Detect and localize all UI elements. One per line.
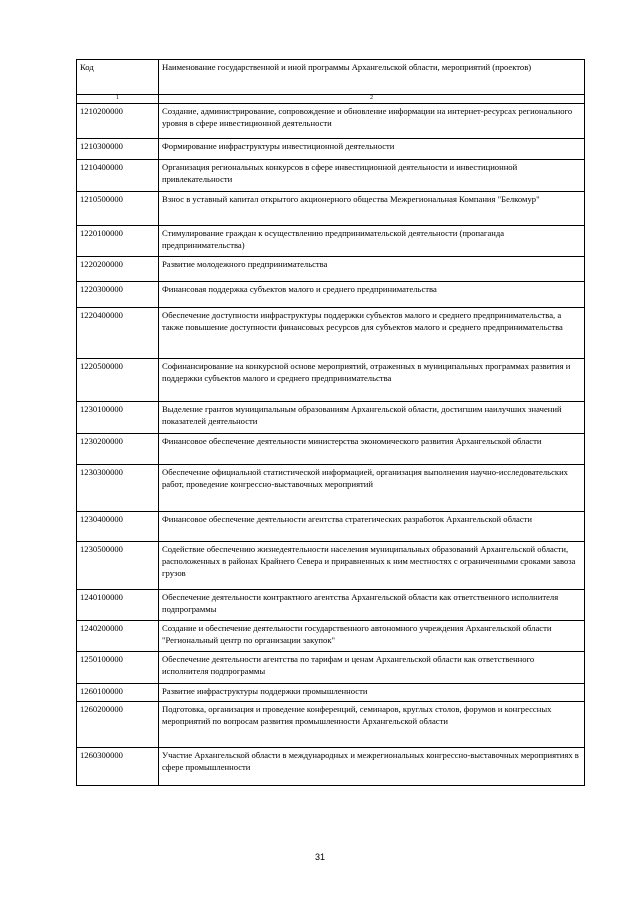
header-row <box>77 60 585 95</box>
row-name: Взнос в уставный капитал открытого акционерного общества Межрегиональная Компания "Белкомур" <box>159 192 585 226</box>
row-name: Развитие инфраструктуры поддержки промышленности <box>159 684 585 702</box>
column-number-row <box>77 95 585 104</box>
row-name: Развитие молодежного предпринимательства <box>159 257 585 282</box>
row-code: 1230100000 <box>77 402 159 434</box>
row-name: Стимулирование граждан к осуществлению предпринимательской деятельности (пропаганда предпринимательства) <box>159 226 585 257</box>
row-code: 1240200000 <box>77 621 159 652</box>
row-name: Содействие обеспечению жизнедеятельности населения муниципальных образований Архангельской области, расположенных в районах Крайнего Севера и приравненных к ним местностях с ограниченными сроками завоза грузов <box>159 542 585 590</box>
page-number: 31 <box>314 852 325 862</box>
row-code: 1220100000 <box>77 226 159 257</box>
header-name: Наименование государственной и иной программы Архангельской области, мероприятий (проектов) <box>159 60 585 95</box>
row-code: 1210200000 <box>77 104 159 139</box>
row-name: Участие Архангельской области в международных и межрегиональных конгрессно-выставочных мероприятиях в сфере промышленности <box>159 748 585 786</box>
column-number-1: 1 <box>77 95 159 104</box>
row-name: Создание, администрирование, сопровождение и обновление информации на интернет-ресурсах регионального уровня в сфере инвестиционной деятельности <box>159 104 585 139</box>
row-name: Выделение грантов муниципальным образованиям Архангельской области, достигшим наилучших значений показателей деятельности <box>159 402 585 434</box>
row-name: Создание и обеспечение деятельности государственного автономного учреждения Архангельской области "Региональный центр по организации закупок" <box>159 621 585 652</box>
row-code: 1240100000 <box>77 590 159 621</box>
row-code: 1220300000 <box>77 282 159 308</box>
table-row <box>77 402 585 434</box>
row-code: 1220400000 <box>77 308 159 359</box>
table-row <box>77 621 585 652</box>
table-row <box>77 359 585 402</box>
row-name: Софинансирование на конкурсной основе мероприятий, отраженных в муниципальных программах развития и поддержки субъектов малого и среднего предпринимательства <box>159 359 585 402</box>
program-table <box>76 59 585 786</box>
table-row <box>77 434 585 465</box>
row-code: 1230400000 <box>77 512 159 542</box>
row-name: Финансовое обеспечение деятельности министерства экономического развития Архангельской области <box>159 434 585 465</box>
table-row <box>77 652 585 684</box>
row-code: 1260200000 <box>77 702 159 748</box>
table-row <box>77 192 585 226</box>
row-code: 1220500000 <box>77 359 159 402</box>
row-code: 1230300000 <box>77 465 159 512</box>
table-row <box>77 308 585 359</box>
table-row <box>77 282 585 308</box>
table-row <box>77 226 585 257</box>
table-row <box>77 104 585 139</box>
row-code: 1210500000 <box>77 192 159 226</box>
table-row <box>77 257 585 282</box>
table-row <box>77 590 585 621</box>
table-row <box>77 465 585 512</box>
table-row <box>77 702 585 748</box>
row-code: 1230500000 <box>77 542 159 590</box>
row-name: Формирование инфраструктуры инвестиционной деятельности <box>159 139 585 160</box>
row-name: Обеспечение официальной статистической информацией, организация выполнения научно-исследовательских работ, проведение конгрессно-выставочных мероприятий <box>159 465 585 512</box>
table-row <box>77 684 585 702</box>
row-code: 1210300000 <box>77 139 159 160</box>
row-name: Организация региональных конкурсов в сфере инвестиционной деятельности и инвестиционной привлекательности <box>159 160 585 192</box>
row-code: 1230200000 <box>77 434 159 465</box>
table-row <box>77 512 585 542</box>
row-code: 1220200000 <box>77 257 159 282</box>
row-name: Финансовое обеспечение деятельности агентства стратегических разработок Архангельской области <box>159 512 585 542</box>
table-row <box>77 748 585 786</box>
header-code: Код <box>77 60 159 95</box>
row-code: 1210400000 <box>77 160 159 192</box>
table-row <box>77 542 585 590</box>
table-row <box>77 139 585 160</box>
row-name: Обеспечение доступности инфраструктуры поддержки субъектов малого и среднего предпринимательства, а также повышение доступности финансовых ресурсов для субъектов малого и среднего предпринимательства <box>159 308 585 359</box>
row-name: Финансовая поддержка субъектов малого и среднего предпринимательства <box>159 282 585 308</box>
column-number-2: 2 <box>159 95 585 104</box>
row-code: 1260300000 <box>77 748 159 786</box>
row-name: Обеспечение деятельности контрактного агентства Архангельской области как ответственного исполнителя подпрограммы <box>159 590 585 621</box>
table-row <box>77 160 585 192</box>
row-name: Обеспечение деятельности агентства по тарифам и ценам Архангельской области как ответственного исполнителя подпрограммы <box>159 652 585 684</box>
row-code: 1250100000 <box>77 652 159 684</box>
row-code: 1260100000 <box>77 684 159 702</box>
row-name: Подготовка, организация и проведение конференций, семинаров, круглых столов, форумов и конгрессных мероприятий по вопросам развития промышленности Архангельской области <box>159 702 585 748</box>
